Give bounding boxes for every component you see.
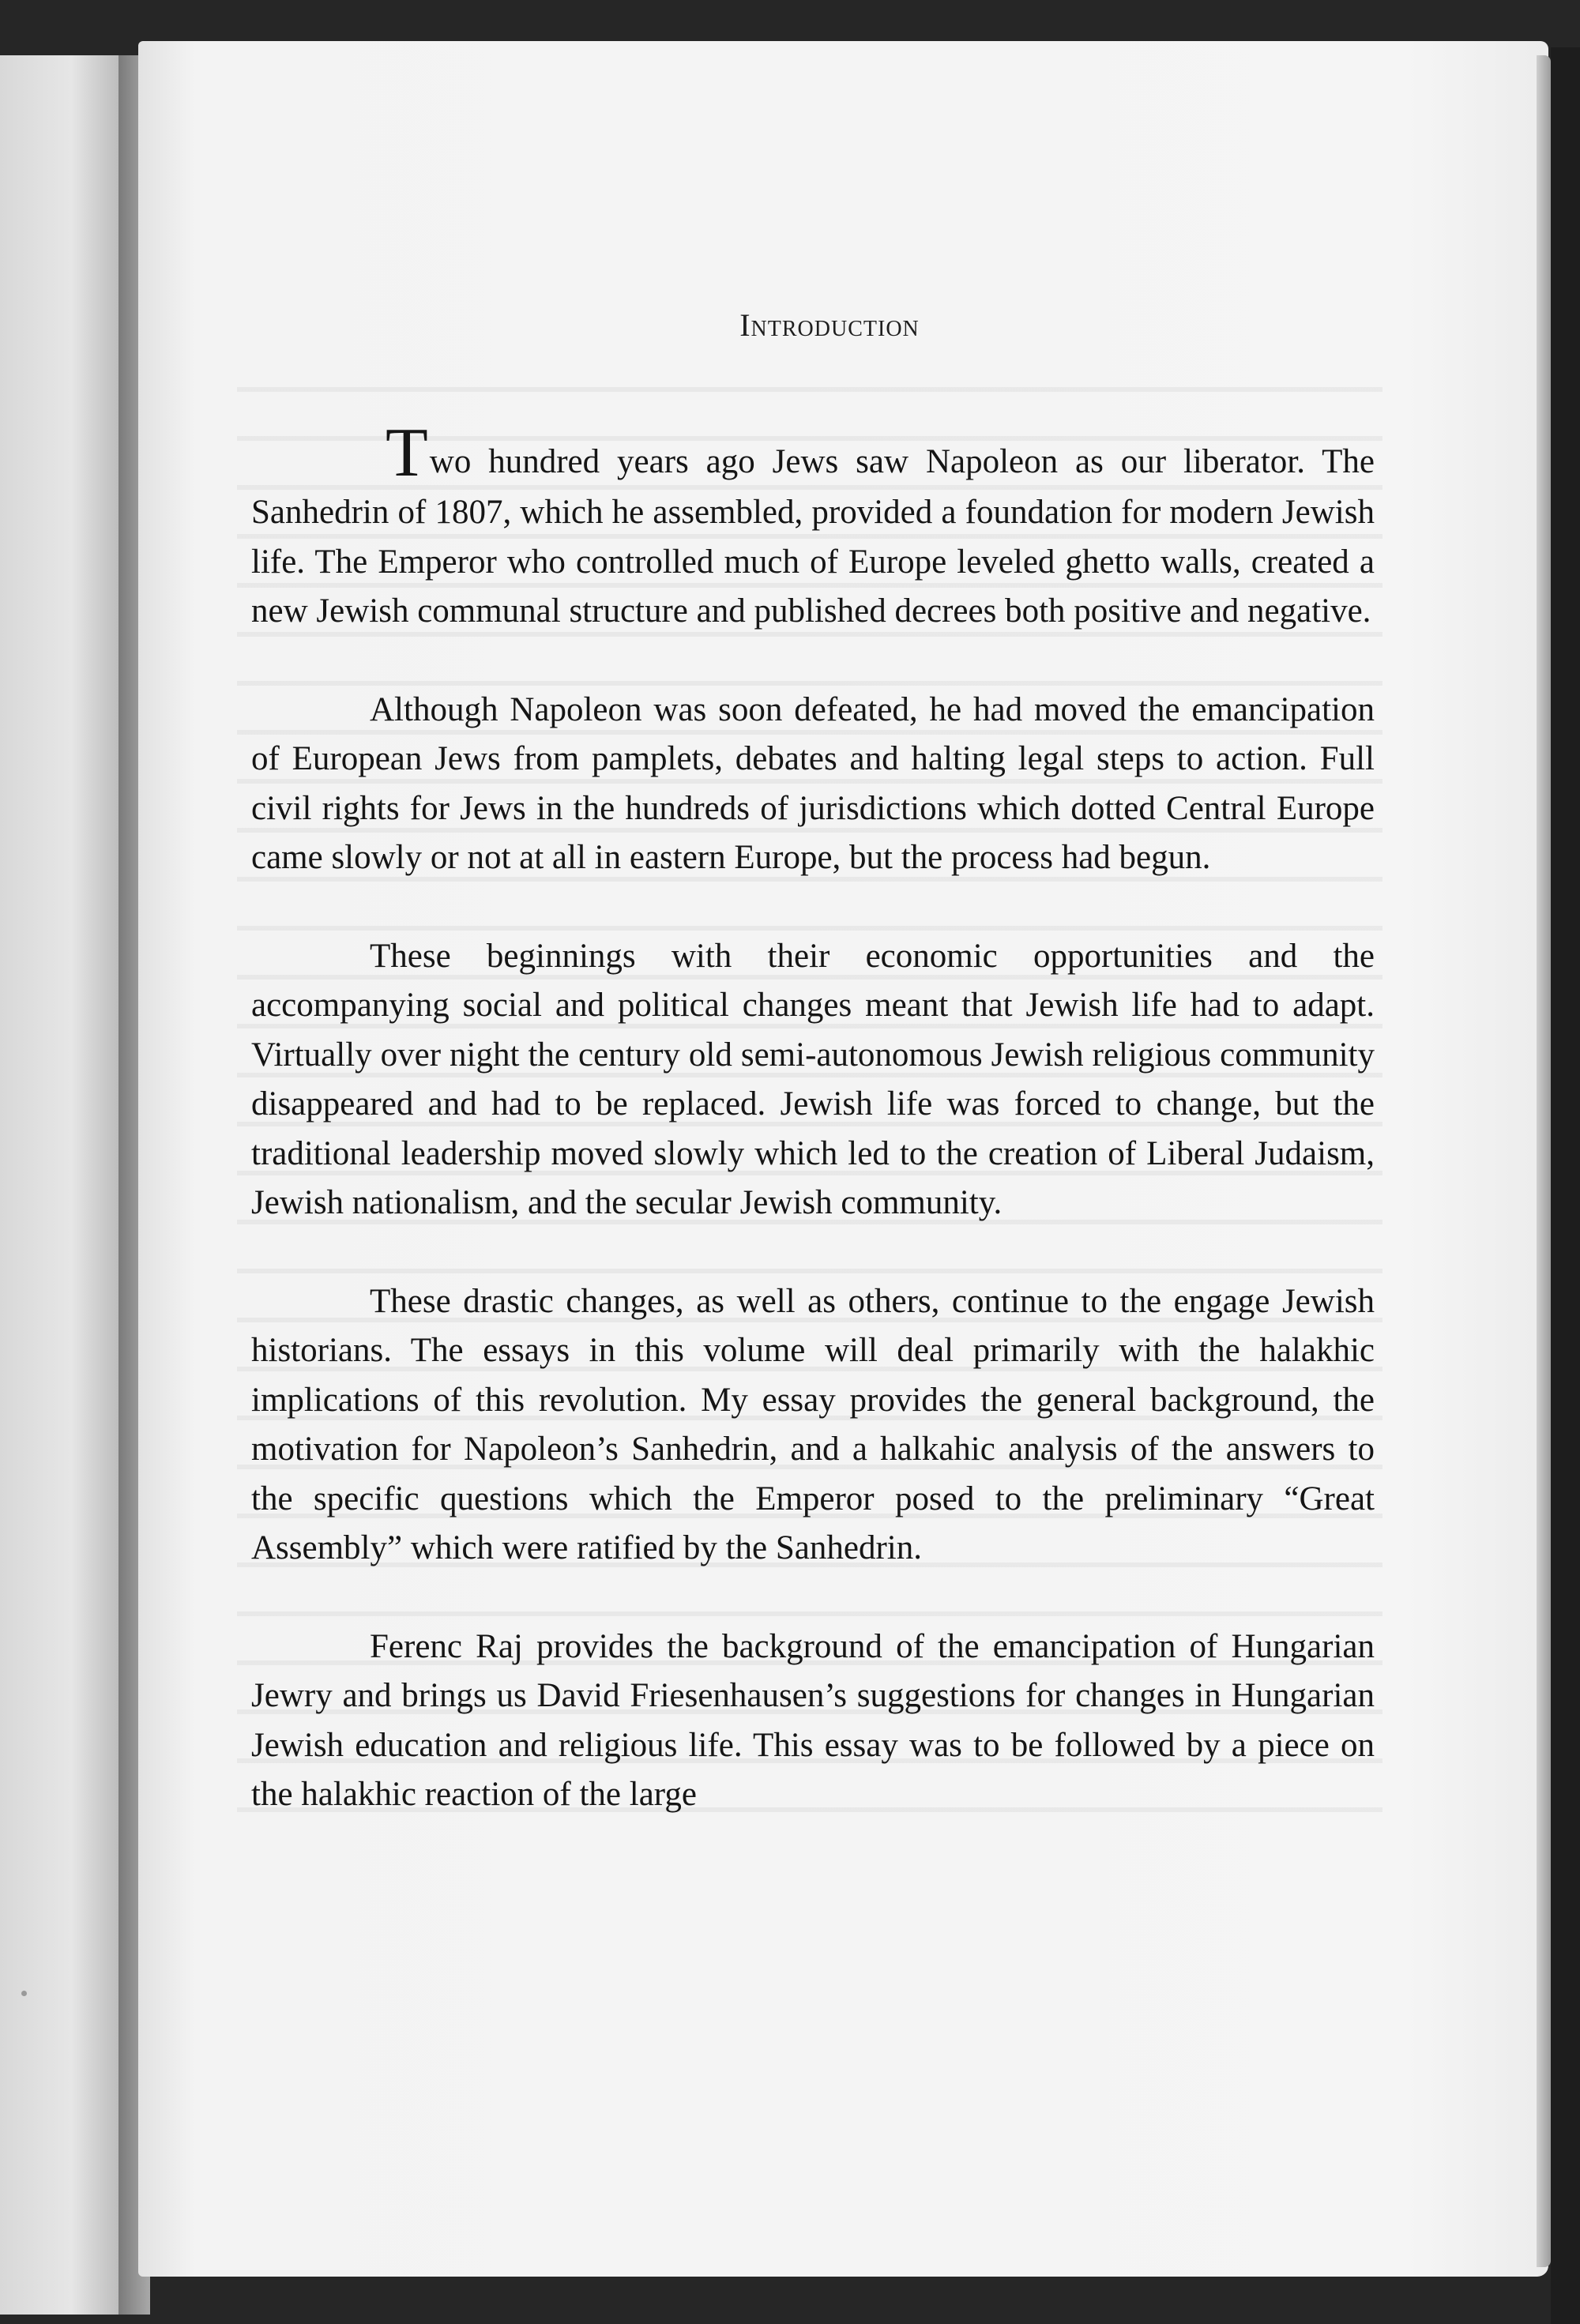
paragraph-1 <box>251 415 1375 637</box>
page-edge-shadow <box>1537 55 1551 2267</box>
paragraph-4: These drastic changes, as well as others, continue to the engage Jewish historians. The essays in this volume will deal primarily with the halakhic implications of this revolution. My essay provides the general background, the motivation for Napoleon’s Sanhedrin, and a halkahic analysis of the answers to the specific questions which the Emperor posed to the preliminary “Great Assembly” which were ratified by the Sanhedrin. <box>251 1282 1375 1566</box>
dust-speck <box>21 1991 27 1996</box>
running-head: Introduction <box>739 307 920 343</box>
paragraph-2: Although Napoleon was soon defeated, he had moved the emancipation of European Jews from pamplets, debates and halting legal steps to action. Full civil rights for Jews in the hundreds of jurisdictions which dotted Central Europe came slowly or not at all in eastern Europe, but the process had begun. <box>251 690 1375 876</box>
drop-cap: T <box>386 415 428 491</box>
paragraph-5: Ferenc Raj provides the background of the emancipation of Hungarian Jewry and brings us David Friesenhausen’s suggestions for changes in Hungarian Jewish education and religious life. This essay was to be followed by a piece on the halakhic reaction of the large <box>251 1627 1375 1813</box>
paragraph-1-text: wo hundred years ago Jews saw Napoleon as our liberator. The Sanhedrin of 1807, which he assembled, provided a foundation for modern Jewish life. The Emperor who controlled much of Europe leveled ghetto walls, created a new Jewish communal structure and published decrees both positive and negative. <box>251 443 1375 630</box>
paragraph-3: These beginnings with their economic opportunities and the accompanying social and political changes meant that Jewish life had to adapt. Virtually over night the century old semi-autonomous Jewish religious community disappeared and had to be replaced. Jewish life was forced to change, but the traditional leadership moved slowly which led to the creation of Liberal Judaism, Jewish nationalism, and the secular Jewish community. <box>251 937 1375 1221</box>
body-text <box>251 415 1375 1869</box>
background-right <box>1551 47 1580 2324</box>
facing-page-edge <box>0 55 118 2315</box>
